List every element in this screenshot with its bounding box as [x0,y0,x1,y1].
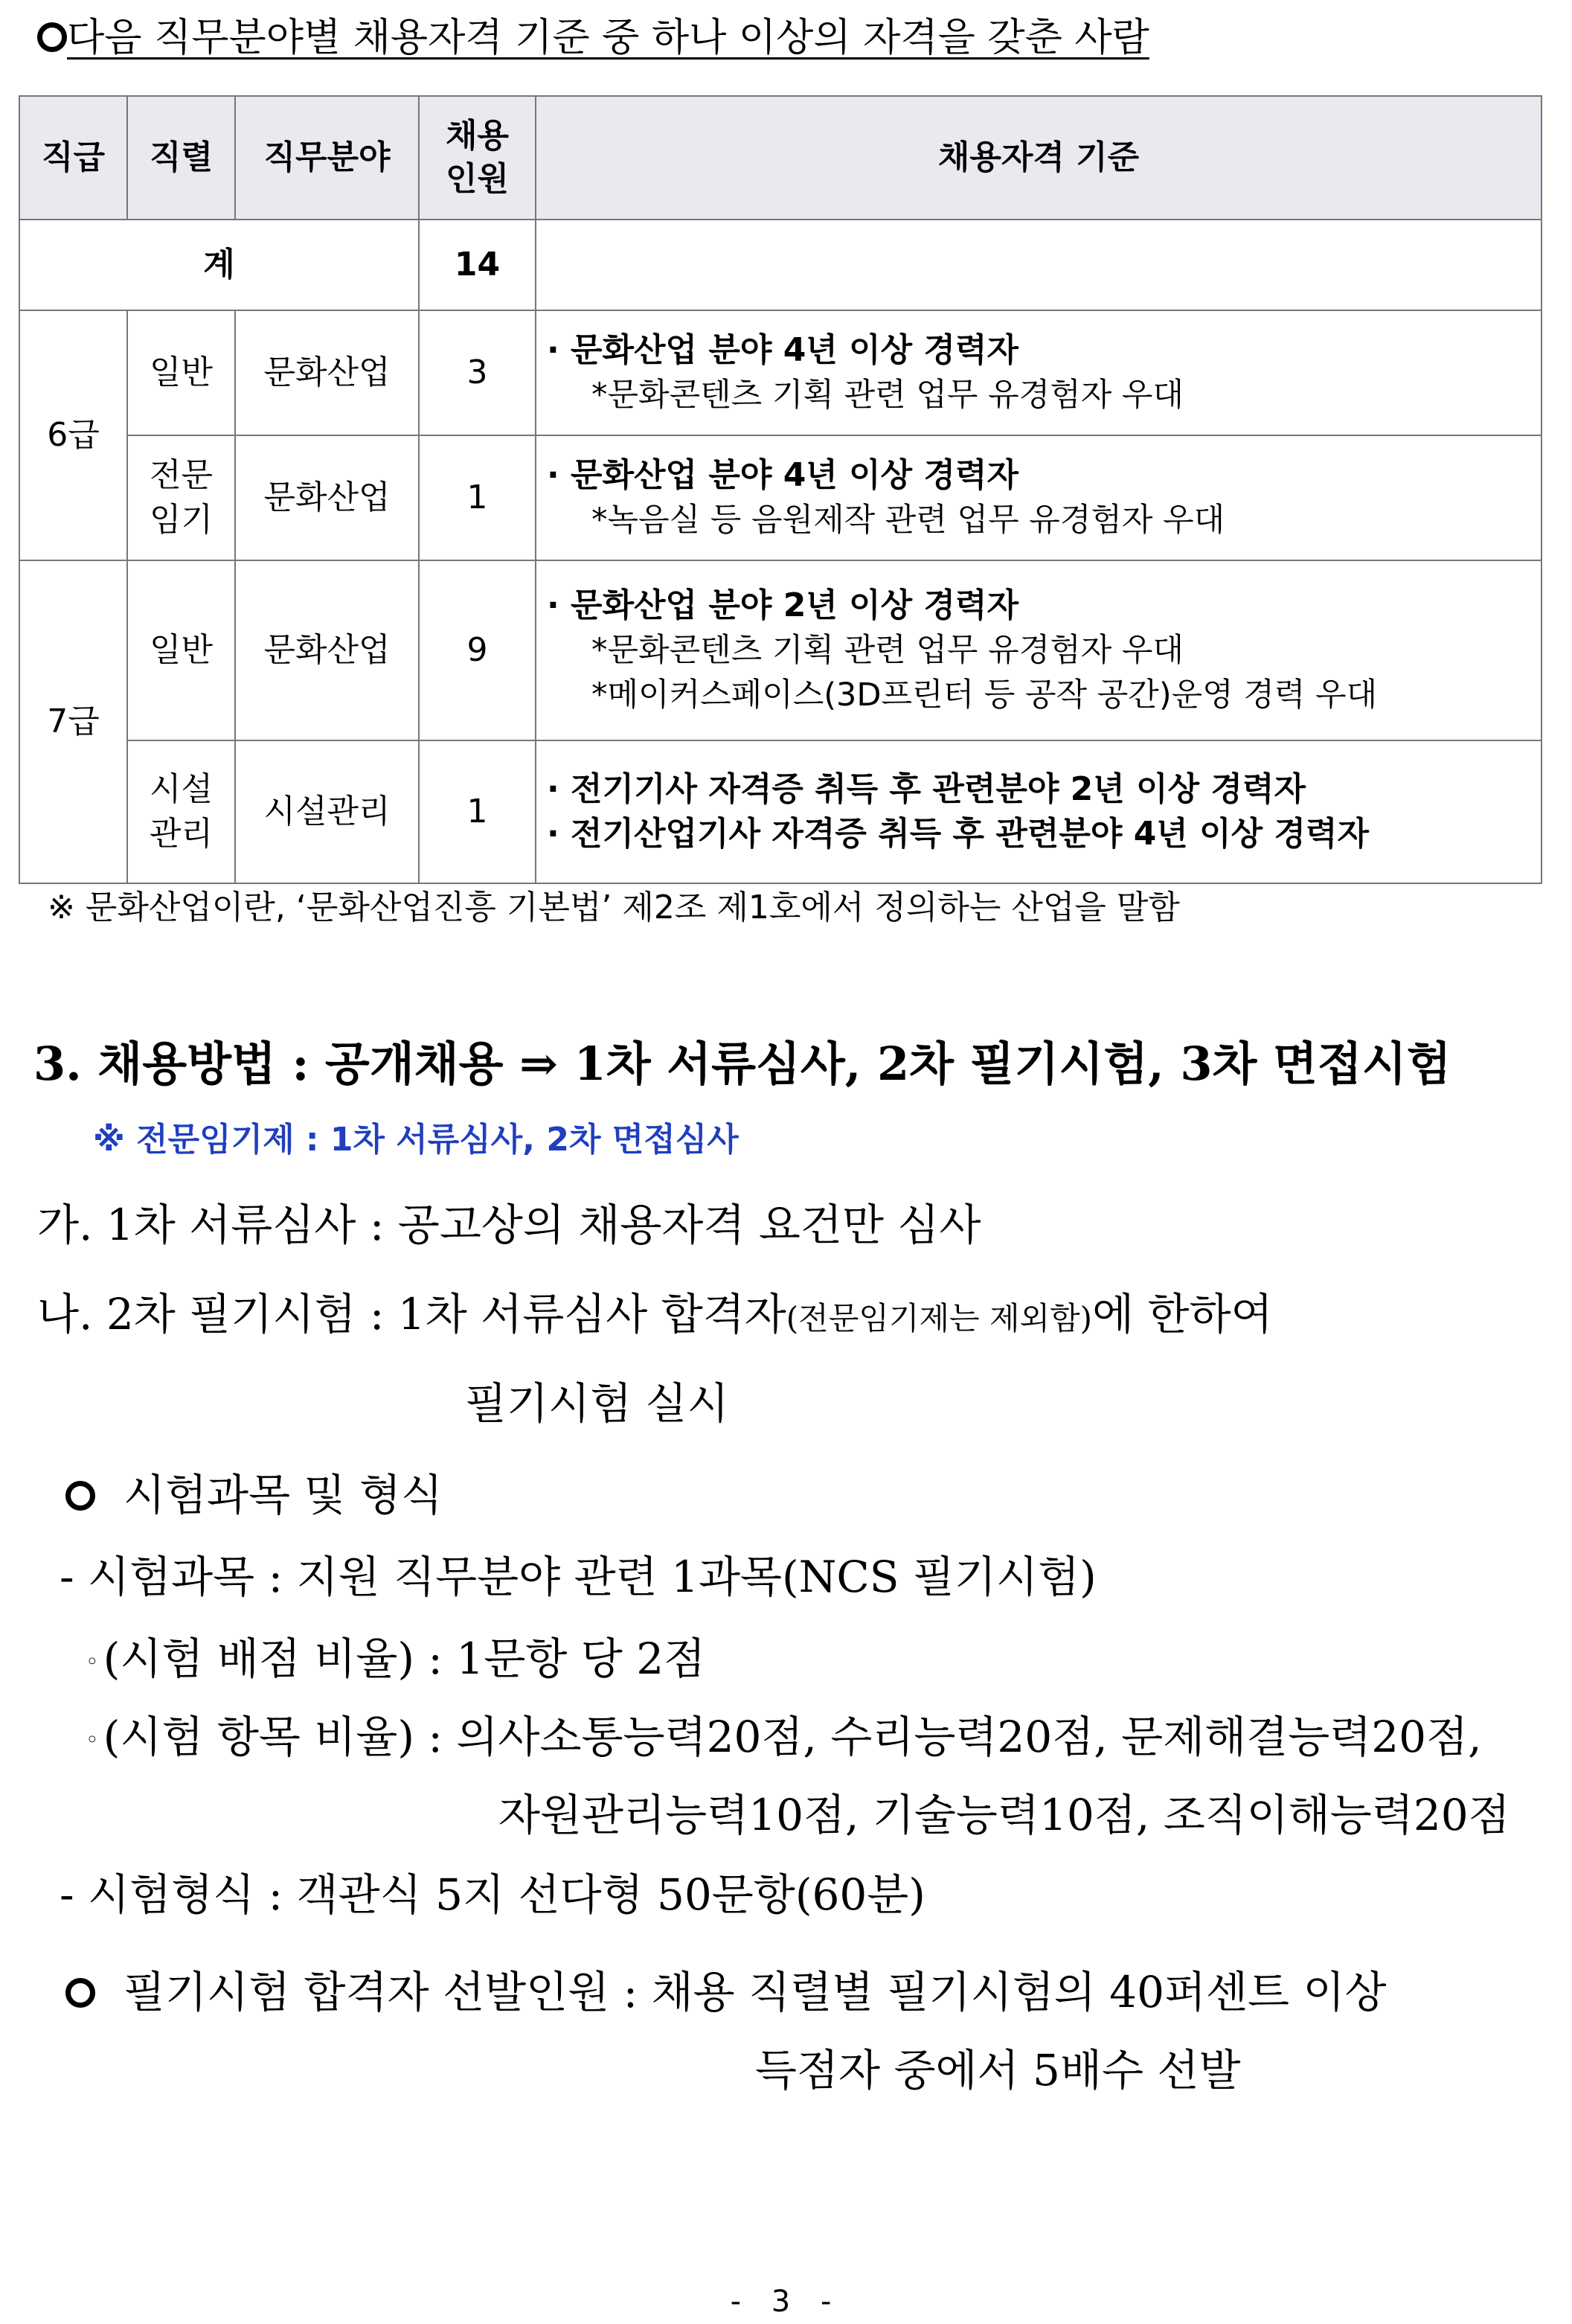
header-count-line1: 채용 [445,117,509,155]
row-criteria [536,560,1541,740]
row-count: 3 [419,310,536,435]
item-ga: 가. 1차 서류심사 : 공고상의 채용자격 요건만 심사 [37,1200,981,1250]
table-row [19,740,1541,883]
ratio-score-text: (시험 배점 비율) : 1문항 당 2점 [103,1633,706,1684]
criteria-sub: *문화콘텐츠 기획 관련 업무 유경험자 우대 [591,377,1184,414]
table-row [19,435,1541,560]
header-count [419,96,536,220]
item-na-line2: 필기시험 실시 [465,1378,729,1429]
section-3-note: ※ 전문임기제 : 1차 서류심사, 2차 면접심사 [93,1121,739,1159]
row-field: 문화산업 [235,435,419,560]
ratio-items [86,1708,1482,1770]
row-count: 9 [419,560,536,740]
ratio-items-line2: 자원관리능력10점, 기술능력10점, 조직이해능력20점 [498,1790,1510,1840]
row-series: 일반 [127,310,235,435]
table-row [19,560,1541,740]
total-count: 14 [419,220,536,310]
row-series-line2: 관리 [149,815,213,853]
table-total-row [19,220,1541,310]
header-grade: 직급 [19,96,127,220]
criteria-main: · 문화산업 분야 4년 이상 경력자 [547,456,1018,494]
row-criteria [536,740,1541,883]
row-series [127,435,235,560]
ratio-items-line1: (시험 항목 비율) : 의사소통능력20점, 수리능력20점, 문제해결능력20점, [103,1712,1482,1762]
grade-7: 7급 [19,560,127,883]
row-field: 시설관리 [235,740,419,883]
criteria-sub: *메이커스페이스(3D프린터 등 공작 공간)운영 경력 우대 [591,676,1378,714]
heading-text: 다음 직무분야별 채용자격 기준 중 하나 이상의 자격을 갖춘 사람 [67,16,1149,60]
small-circle-bullet-icon: ◦ [86,1726,99,1753]
requirements-table [19,95,1542,884]
header-count-line2: 인원 [445,160,509,198]
pass-line [65,1963,1387,2021]
ratio-score [86,1630,705,1691]
circle-bullet-icon [65,1481,95,1511]
criteria-main: · 전기산업기사 자격증 취득 후 관련분야 4년 이상 경력자 [547,815,1369,853]
row-criteria [536,435,1541,560]
table-footnote: ※ 문화산업이란, ‘문화산업진흥 기본법’ 제2조 제1호에서 정의하는 산업을 말함 [48,889,1180,926]
format-line: - 시험형식 : 객관식 5지 선다형 50문항(60분) [60,1869,925,1920]
criteria-main: · 문화산업 분야 2년 이상 경력자 [547,586,1018,624]
row-criteria [536,310,1541,435]
row-count: 1 [419,435,536,560]
table-header-row [19,96,1541,220]
item-na-small: (전문임기제는 제외함) [786,1300,1093,1337]
row-series-line1: 시설 [149,770,213,808]
pass-line1: 필기시험 합격자 선발인원 : 채용 직렬별 필기시험의 40퍼센트 이상 [123,1967,1387,2017]
item-na [37,1285,1273,1348]
header-field: 직무분야 [235,96,419,220]
row-series [127,740,235,883]
row-series: 일반 [127,560,235,740]
item-na-pre: 나. 2차 필기시험 : 1차 서류심사 합격자 [37,1289,786,1339]
pass-line2: 득점자 중에서 5배수 선발 [755,2045,1241,2096]
grade-6: 6급 [19,310,127,560]
row-series-line1: 전문 [149,456,213,494]
total-criteria-empty [536,220,1541,310]
row-field: 문화산업 [235,310,419,435]
subjects-line: - 시험과목 : 지원 직무분야 관련 1과목(NCS 필기시험) [60,1552,1097,1602]
page-number: - 3 - [730,2285,842,2319]
row-field: 문화산업 [235,560,419,740]
section-3-title: 3. 채용방법 : 공개채용 ⇒ 1차 서류심사, 2차 필기시험, 3차 면접시험 [33,1037,1451,1091]
row-count: 1 [419,740,536,883]
criteria-sub: *녹음실 등 음원제작 관련 업무 유경험자 우대 [591,502,1225,539]
subjects-heading-text: 시험과목 및 형식 [123,1470,443,1520]
total-label: 계 [19,220,419,310]
header-series: 직렬 [127,96,235,220]
criteria-sub: *문화콘텐츠 기획 관련 업무 유경험자 우대 [591,632,1184,669]
subjects-heading [65,1466,443,1524]
header-criteria: 채용자격 기준 [536,96,1541,220]
item-na-post: 에 한하여 [1092,1289,1273,1339]
table-row [19,310,1541,435]
criteria-main: · 문화산업 분야 4년 이상 경력자 [547,331,1018,369]
row-series-line2: 임기 [149,501,213,539]
criteria-main: · 전기기사 자격증 취득 후 관련분야 2년 이상 경력자 [547,770,1306,808]
small-circle-bullet-icon: ◦ [86,1648,99,1675]
circle-bullet-icon [37,22,67,52]
circle-bullet-icon [65,1978,95,2008]
